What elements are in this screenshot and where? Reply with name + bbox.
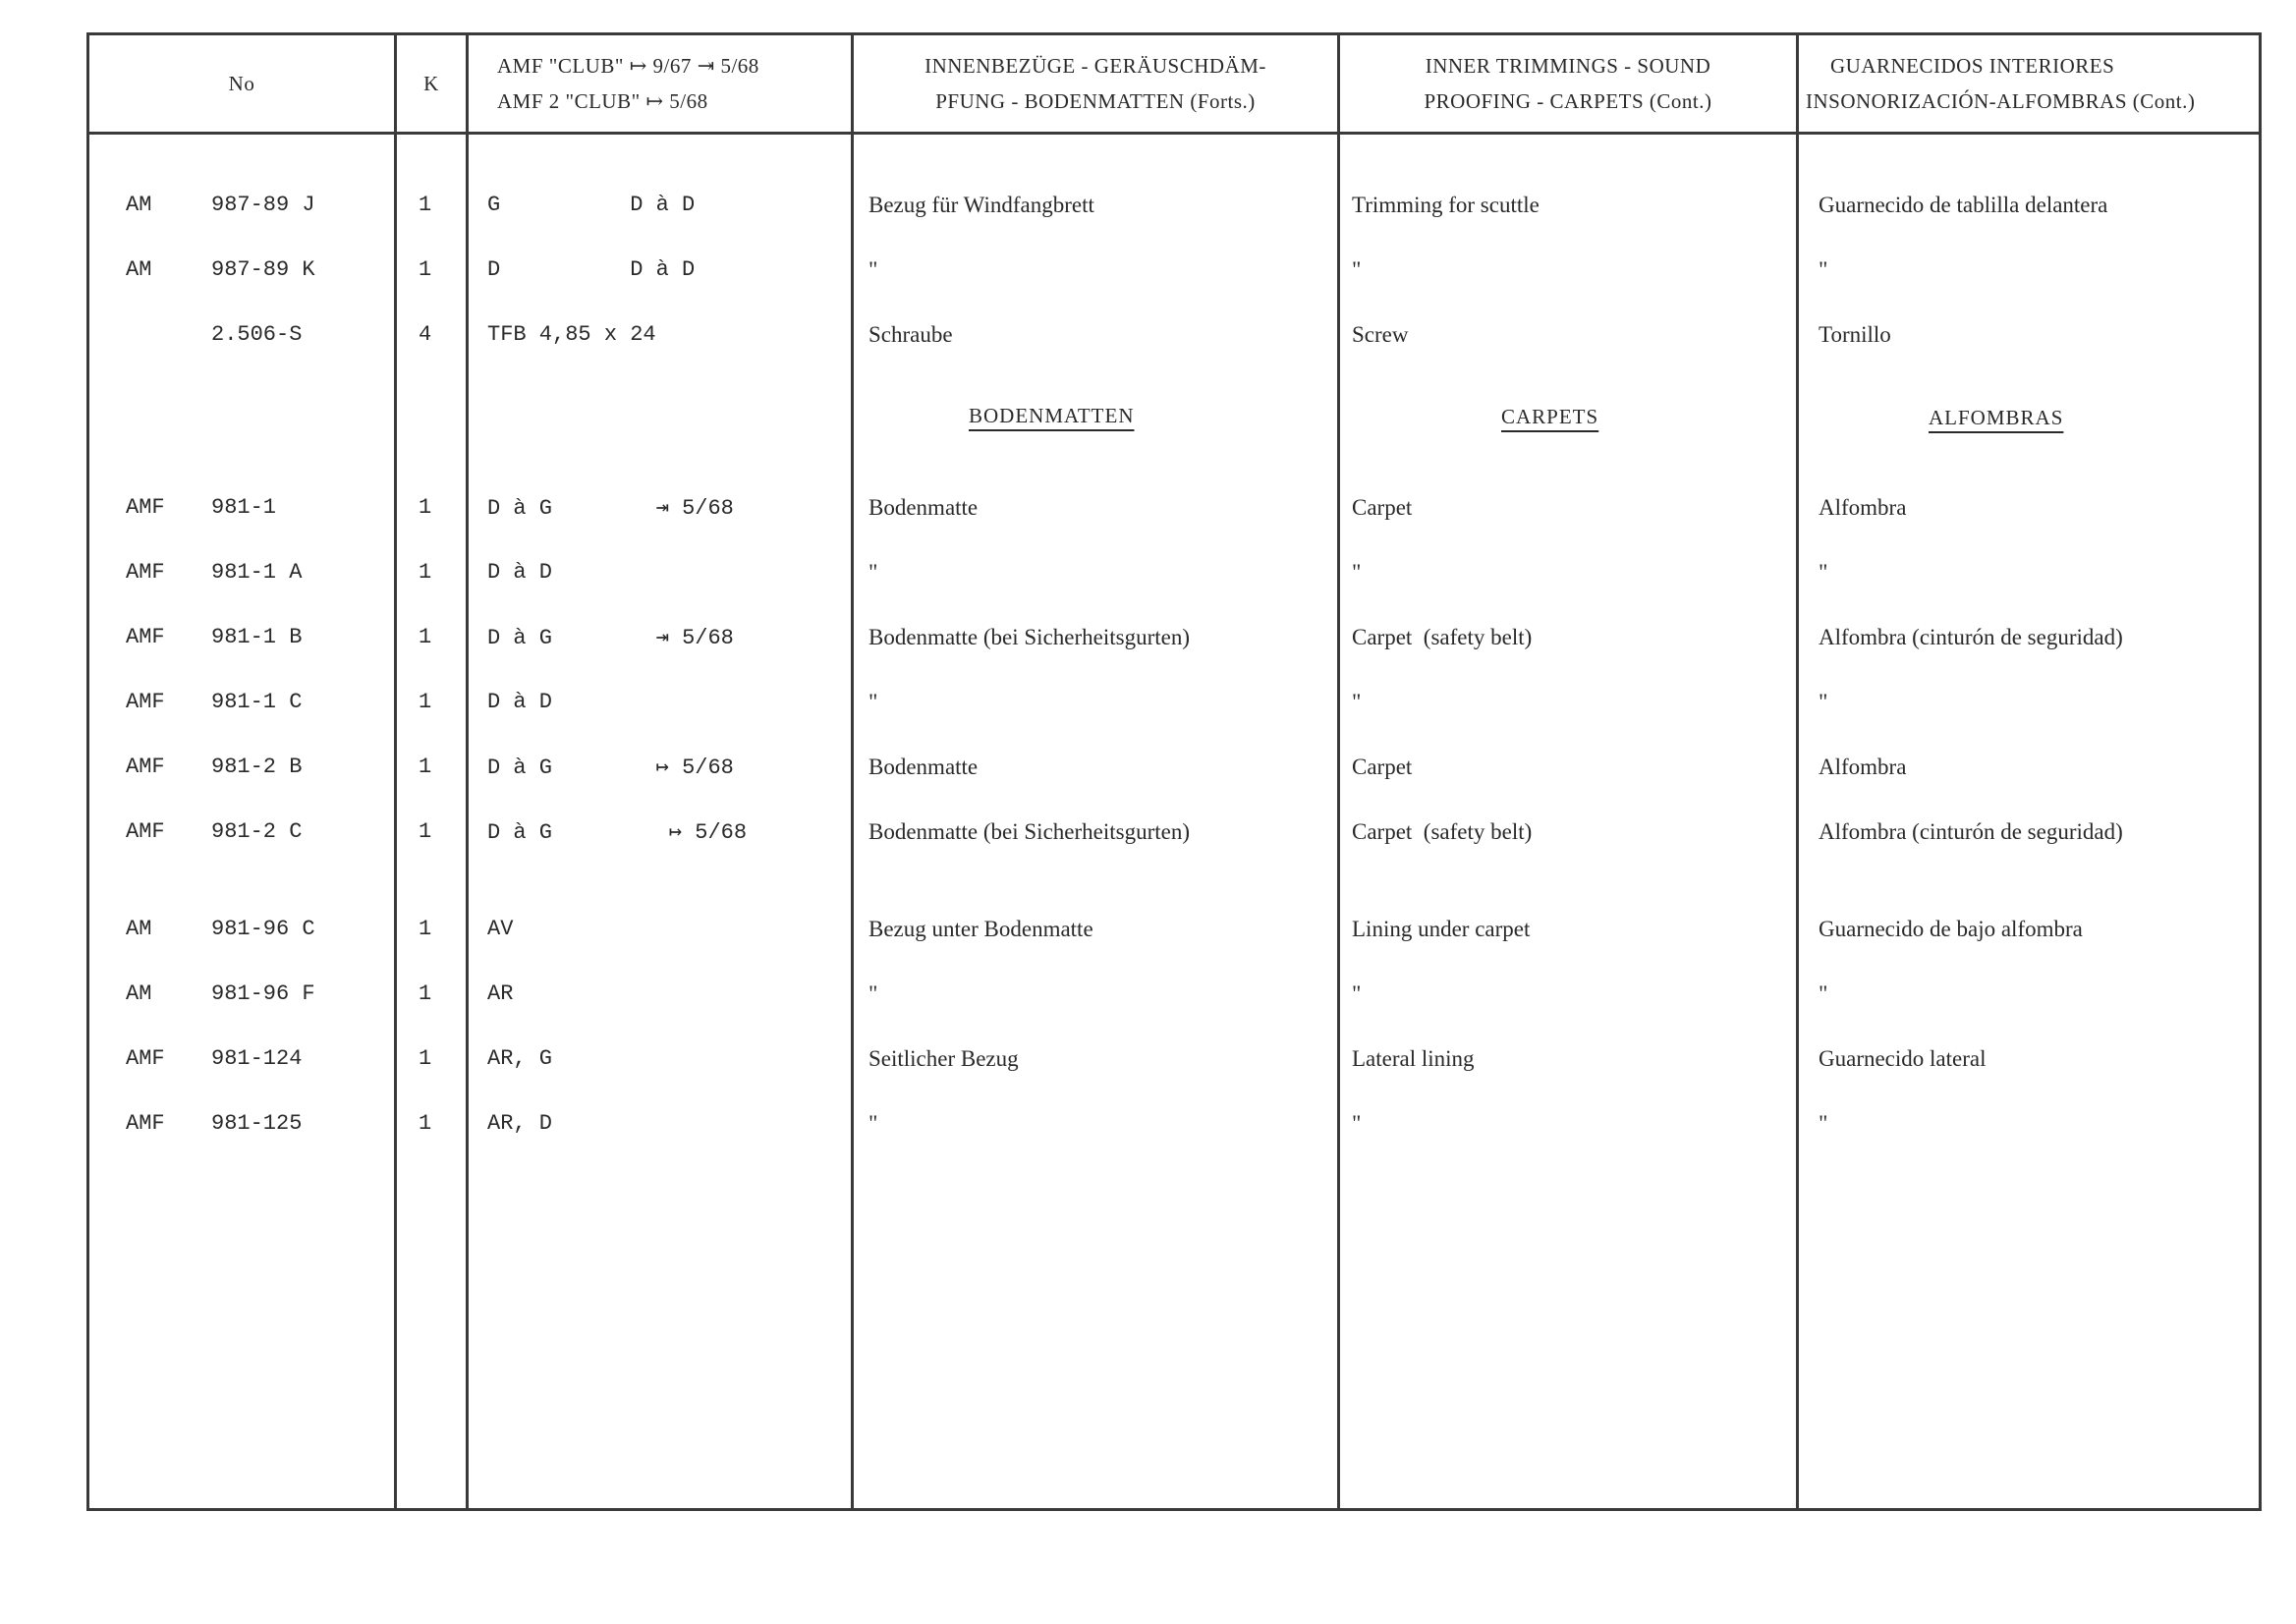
- part-number: 981-1 C: [211, 690, 303, 714]
- part-number: 981-1 B: [211, 625, 303, 649]
- application-spec: D à G ↦ 5/68: [487, 820, 748, 845]
- part-prefix: AMF: [126, 755, 165, 779]
- description-en: Lining under carpet: [1352, 917, 1531, 941]
- part-number: 987-89 J: [211, 193, 315, 217]
- part-number: 981-1: [211, 495, 277, 520]
- header-k: K: [423, 72, 439, 95]
- section-heading-de: BODENMATTEN: [969, 404, 1135, 427]
- header-en-line2: PROOFING - CARPETS (Cont.): [1424, 89, 1712, 113]
- section-heading-es: ALFOMBRAS: [1929, 406, 2064, 429]
- description-de: Seitlicher Bezug: [868, 1046, 1019, 1071]
- application-spec: D à G ⇥ 5/68: [487, 496, 734, 521]
- part-number: 981-125: [211, 1111, 303, 1136]
- application-spec: D à G ↦ 5/68: [487, 756, 734, 780]
- column-divider: [1796, 35, 1799, 1508]
- part-number: 981-1 A: [211, 560, 303, 585]
- application-spec: AV: [487, 917, 514, 941]
- part-prefix: AMF: [126, 690, 165, 714]
- description-de: Bezug für Windfangbrett: [868, 193, 1094, 217]
- application-spec: D à D: [487, 690, 553, 714]
- description-es: Tornillo: [1819, 322, 1891, 347]
- quantity: 1: [419, 495, 432, 520]
- description-de: ": [868, 560, 878, 585]
- description-es: Alfombra: [1819, 755, 1907, 779]
- description-en: ": [1352, 560, 1362, 585]
- application-spec: TFB 4,85 x 24: [487, 322, 656, 347]
- header-en-line1: INNER TRIMMINGS - SOUND: [1425, 54, 1711, 78]
- part-prefix: AM: [126, 981, 152, 1006]
- quantity: 1: [419, 690, 432, 714]
- column-divider: [1337, 35, 1340, 1508]
- description-en: Carpet: [1352, 495, 1413, 520]
- description-es: Guarnecido lateral: [1819, 1046, 1987, 1071]
- description-de: ": [868, 1111, 878, 1136]
- header-divider: [89, 132, 2259, 135]
- quantity: 1: [419, 917, 432, 941]
- part-prefix: AMF: [126, 819, 165, 844]
- description-es: ": [1819, 257, 1828, 282]
- description-en: ": [1352, 981, 1362, 1006]
- description-en: ": [1352, 257, 1362, 282]
- description-de: Bezug unter Bodenmatte: [868, 917, 1093, 941]
- part-prefix: AMF: [126, 1046, 165, 1071]
- part-number: 2.506-S: [211, 322, 303, 347]
- description-en: Trimming for scuttle: [1352, 193, 1540, 217]
- description-es: ": [1819, 690, 1828, 714]
- application-spec: AR: [487, 981, 514, 1006]
- application-spec: D D à D: [487, 257, 696, 282]
- part-number: 981-96 F: [211, 981, 315, 1006]
- description-de: ": [868, 981, 878, 1006]
- column-divider: [851, 35, 854, 1508]
- part-prefix: AMF: [126, 1111, 165, 1136]
- header-es-line1: GUARNECIDOS INTERIORES: [1830, 54, 2115, 78]
- description-de: ": [868, 690, 878, 714]
- header-de-line2: PFUNG - BODENMATTEN (Forts.): [935, 89, 1256, 113]
- part-prefix: AMF: [126, 495, 165, 520]
- description-en: ": [1352, 690, 1362, 714]
- header-model-line2: AMF 2 "CLUB" ↦ 5/68: [497, 89, 708, 113]
- parts-table: [86, 32, 2262, 1511]
- description-de: Schraube: [868, 322, 953, 347]
- header-no: No: [228, 72, 255, 95]
- description-es: Guarnecido de tablilla delantera: [1819, 193, 2108, 217]
- quantity: 1: [419, 981, 432, 1006]
- application-spec: AR, G: [487, 1046, 553, 1071]
- part-prefix: AMF: [126, 625, 165, 649]
- description-en: Lateral lining: [1352, 1046, 1475, 1071]
- header-es-line2: INSONORIZACIÓN-ALFOMBRAS (Cont.): [1806, 89, 2196, 113]
- description-es: Alfombra (cinturón de seguridad): [1819, 819, 2123, 844]
- description-de: ": [868, 257, 878, 282]
- header-model-line1: AMF "CLUB" ↦ 9/67 ⇥ 5/68: [497, 54, 759, 78]
- section-heading-en: CARPETS: [1501, 405, 1599, 428]
- description-de: Bodenmatte: [868, 495, 979, 520]
- part-prefix: AM: [126, 193, 152, 217]
- description-en: Carpet (safety belt): [1352, 625, 1533, 649]
- description-es: ": [1819, 981, 1828, 1006]
- header-de-line1: INNENBEZÜGE - GERÄUSCHDÄM-: [924, 54, 1266, 78]
- quantity: 1: [419, 257, 432, 282]
- application-spec: G D à D: [487, 193, 696, 217]
- part-number: 981-124: [211, 1046, 303, 1071]
- part-number: 981-2 C: [211, 819, 303, 844]
- quantity: 1: [419, 625, 432, 649]
- description-es: ": [1819, 560, 1828, 585]
- part-prefix: AMF: [126, 560, 165, 585]
- description-es: Guarnecido de bajo alfombra: [1819, 917, 2083, 941]
- column-divider: [466, 35, 469, 1508]
- quantity: 1: [419, 755, 432, 779]
- description-en: Screw: [1352, 322, 1409, 347]
- application-spec: D à D: [487, 560, 553, 585]
- description-es: Alfombra (cinturón de seguridad): [1819, 625, 2123, 649]
- quantity: 4: [419, 322, 432, 347]
- quantity: 1: [419, 560, 432, 585]
- quantity: 1: [419, 819, 432, 844]
- description-en: ": [1352, 1111, 1362, 1136]
- part-number: 981-96 C: [211, 917, 315, 941]
- description-de: Bodenmatte (bei Sicherheitsgurten): [868, 625, 1191, 649]
- description-en: Carpet (safety belt): [1352, 819, 1533, 844]
- part-number: 987-89 K: [211, 257, 315, 282]
- description-en: Carpet: [1352, 755, 1413, 779]
- part-number: 981-2 B: [211, 755, 303, 779]
- quantity: 1: [419, 1046, 432, 1071]
- column-divider: [394, 35, 397, 1508]
- quantity: 1: [419, 1111, 432, 1136]
- quantity: 1: [419, 193, 432, 217]
- part-prefix: AM: [126, 917, 152, 941]
- description-de: Bodenmatte (bei Sicherheitsgurten): [868, 819, 1191, 844]
- description-es: ": [1819, 1111, 1828, 1136]
- description-es: Alfombra: [1819, 495, 1907, 520]
- part-prefix: AM: [126, 257, 152, 282]
- application-spec: AR, D: [487, 1111, 553, 1136]
- description-de: Bodenmatte: [868, 755, 979, 779]
- application-spec: D à G ⇥ 5/68: [487, 626, 734, 650]
